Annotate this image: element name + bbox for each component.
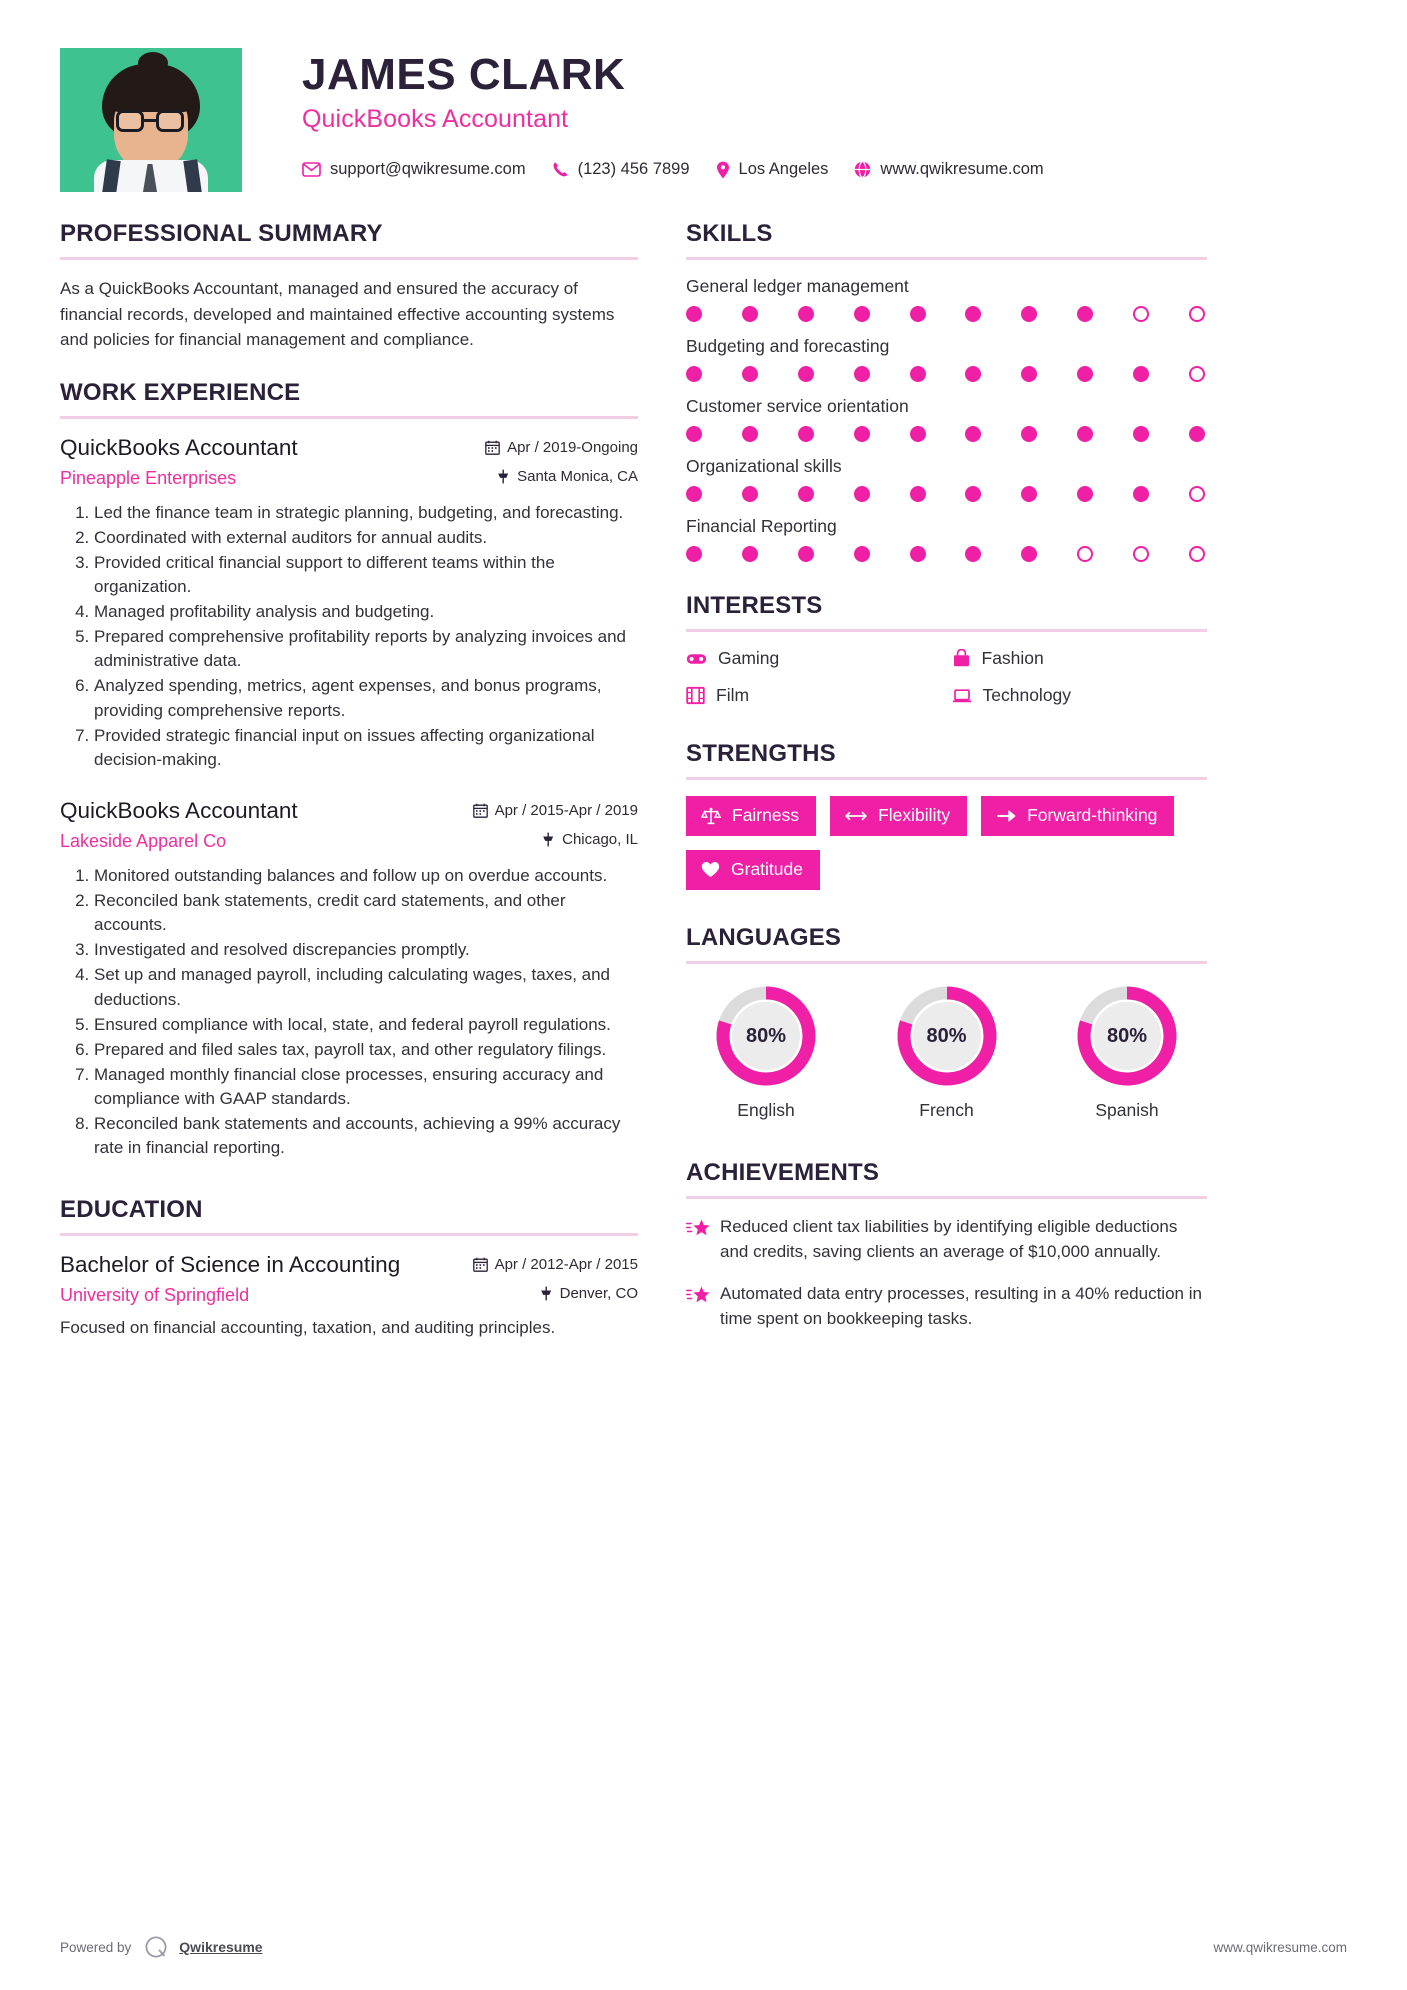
footer-powered-label: Powered by xyxy=(60,1939,132,1955)
interest-label: Gaming xyxy=(718,648,780,668)
job-date-text: Apr / 2019-Ongoing xyxy=(507,438,638,456)
skill-dot xyxy=(854,306,870,322)
jobs-container xyxy=(60,435,638,1161)
skill-row xyxy=(686,276,1207,322)
skill-dot xyxy=(854,546,870,562)
education-entry xyxy=(60,1252,638,1278)
strength-chip xyxy=(686,796,816,836)
contact-row xyxy=(302,160,1070,179)
job-date xyxy=(485,439,638,456)
contact-phone[interactable] xyxy=(552,160,690,179)
skill-rating xyxy=(686,546,1207,562)
footer-brand-link[interactable]: Qwikresume xyxy=(179,1939,263,1955)
job-company: Lakeside Apparel Co xyxy=(60,830,227,851)
skill-dot xyxy=(686,426,702,442)
job-location xyxy=(497,468,638,485)
job-bullet: 3. Investigated and resolved discrepancies promptly. xyxy=(94,938,638,962)
interest-label: Film xyxy=(716,685,750,705)
job-bullet: 6. Prepared and filed sales tax, payroll tax, and other regulatory filings. xyxy=(94,1038,638,1062)
section-rule xyxy=(60,257,638,260)
job-bullets xyxy=(60,864,638,1161)
skill-dot xyxy=(1021,546,1037,562)
job-subrow xyxy=(60,831,638,852)
skill-dot xyxy=(1021,306,1037,322)
handbag-icon xyxy=(952,649,971,668)
pin-icon xyxy=(540,1286,553,1301)
strengths-container xyxy=(686,796,1207,890)
job-bullet: 8. Reconciled bank statements and accounts, achieving a 99% accuracy rate in financial reporting. xyxy=(94,1112,638,1160)
skill-dot xyxy=(1077,306,1093,322)
skill-dot xyxy=(686,486,702,502)
skill-row xyxy=(686,516,1207,562)
calendar-icon xyxy=(485,440,500,455)
section-rule xyxy=(686,257,1207,260)
skill-dot xyxy=(1133,486,1149,502)
skill-dot xyxy=(910,426,926,442)
skill-dot xyxy=(742,426,758,442)
resume-header xyxy=(0,0,1407,192)
contact-website[interactable] xyxy=(854,160,1043,179)
skill-dot xyxy=(742,366,758,382)
film-reel-icon xyxy=(686,686,705,705)
skill-rating xyxy=(686,486,1207,502)
skill-dot xyxy=(854,486,870,502)
education-date-text: Apr / 2012-Apr / 2015 xyxy=(494,1256,638,1274)
skill-name: General ledger management xyxy=(686,276,909,296)
strength-label: Flexibility xyxy=(878,805,951,825)
job-role: QuickBooks Accountant xyxy=(60,797,298,823)
achievement-text: Reduced client tax liabilities by identifying eligible deductions and credits, saving clients an average of $10,000 annually. xyxy=(720,1217,1178,1261)
job-bullet: 4. Set up and managed payroll, including calculating wages, taxes, and deductions. xyxy=(94,963,638,1011)
resume-body xyxy=(0,192,1407,1364)
skill-name: Financial Reporting xyxy=(686,516,837,536)
right-column xyxy=(686,220,1207,1364)
section-rule xyxy=(60,416,638,419)
language-name: English xyxy=(737,1100,795,1120)
job-company: Pineapple Enterprises xyxy=(60,467,237,488)
skill-dot xyxy=(742,306,758,322)
skill-dot xyxy=(1133,546,1149,562)
contact-location-text: Los Angeles xyxy=(738,160,829,179)
skill-dot xyxy=(965,306,981,322)
avatar xyxy=(60,48,242,192)
job-entry xyxy=(60,435,638,772)
arrow-right-icon xyxy=(996,808,1016,824)
skill-dot xyxy=(742,546,758,562)
job-location-text: Chicago, IL xyxy=(562,830,638,848)
pin-icon xyxy=(497,469,510,484)
skill-dot xyxy=(1077,426,1093,442)
job-bullets xyxy=(60,501,638,772)
skill-dot xyxy=(910,546,926,562)
job-bullet: 1. Led the finance team in strategic planning, budgeting, and forecasting. xyxy=(94,501,638,525)
interests-container xyxy=(686,648,1207,706)
gamepad-icon xyxy=(686,651,707,667)
education-description: Focused on financial accounting, taxation, and auditing principles. xyxy=(60,1318,556,1338)
candidate-name: JAMES CLARK xyxy=(302,50,626,99)
achievement-item xyxy=(686,1282,1207,1331)
skill-dot xyxy=(1077,546,1093,562)
interest-item xyxy=(952,648,1208,669)
location-pin-icon xyxy=(716,161,730,179)
skill-dot xyxy=(910,366,926,382)
skill-dot xyxy=(686,366,702,382)
section-rule xyxy=(686,1196,1207,1199)
education-location-text: Denver, CO xyxy=(559,1285,638,1303)
language-item xyxy=(1051,986,1203,1121)
skill-row xyxy=(686,336,1207,382)
interest-label: Technology xyxy=(982,685,1072,705)
language-item xyxy=(871,986,1023,1121)
skill-rating xyxy=(686,306,1207,322)
calendar-icon xyxy=(473,1257,488,1272)
section-title-experience: WORK EXPERIENCE xyxy=(60,378,301,406)
section-strengths xyxy=(686,740,1207,890)
contact-email-text: support@qwikresume.com xyxy=(330,160,526,179)
language-percent-badge xyxy=(913,1002,981,1070)
job-bullet: 7. Managed monthly financial close processes, ensuring accuracy and compliance with GAAP standards. xyxy=(94,1063,638,1111)
achievement-text: Automated data entry processes, resulting in a 40% reduction in time spent on bookkeeping tasks. xyxy=(720,1284,1202,1328)
footer-website[interactable]: www.qwikresume.com xyxy=(1213,1939,1347,1955)
section-title-interests: INTERESTS xyxy=(686,592,823,619)
skill-name: Customer service orientation xyxy=(686,396,909,416)
skill-dot xyxy=(1077,366,1093,382)
strength-label: Gratitude xyxy=(731,859,803,879)
language-ring xyxy=(1077,986,1177,1086)
interest-label: Fashion xyxy=(981,648,1044,668)
skill-dot xyxy=(1189,546,1205,562)
strength-label: Forward-thinking xyxy=(1027,805,1158,825)
skill-dot xyxy=(1021,426,1037,442)
language-ring xyxy=(897,986,997,1086)
scales-icon xyxy=(701,807,721,825)
job-header xyxy=(60,435,638,461)
job-header xyxy=(60,798,638,824)
strength-chip xyxy=(830,796,967,836)
interest-item xyxy=(686,685,942,706)
education-location xyxy=(540,1285,638,1302)
achievement-item xyxy=(686,1215,1207,1264)
skill-dot xyxy=(1021,366,1037,382)
skill-dot xyxy=(965,426,981,442)
skill-name: Organizational skills xyxy=(686,456,842,476)
skill-dot xyxy=(1077,486,1093,502)
footer xyxy=(0,1934,1407,1960)
section-rule xyxy=(686,629,1207,632)
job-bullet: 2. Reconciled bank statements, credit card statements, and other accounts. xyxy=(94,889,638,937)
skills-container xyxy=(686,276,1207,562)
language-name: French xyxy=(919,1100,974,1120)
education-subrow xyxy=(60,1285,638,1306)
education-degree: Bachelor of Science in Accounting xyxy=(60,1252,401,1278)
section-title-languages: LANGUAGES xyxy=(686,924,842,951)
language-percent-badge xyxy=(1093,1002,1161,1070)
skill-dot xyxy=(910,306,926,322)
achievements-container xyxy=(686,1215,1207,1332)
section-title-strengths: STRENGTHS xyxy=(686,740,836,767)
job-bullet: 5. Ensured compliance with local, state, and federal payroll regulations. xyxy=(94,1013,638,1037)
left-column xyxy=(60,220,638,1364)
section-title-summary: PROFESSIONAL SUMMARY xyxy=(60,220,383,247)
skill-dot xyxy=(1133,306,1149,322)
section-achievements xyxy=(686,1159,1207,1332)
section-skills xyxy=(686,220,1207,562)
laptop-icon xyxy=(952,688,972,704)
language-percent-badge xyxy=(732,1002,800,1070)
globe-icon xyxy=(854,161,871,178)
job-bullet: 6. Analyzed spending, metrics, agent expenses, and bonus programs, providing comprehensive reports. xyxy=(94,674,638,722)
skill-dot xyxy=(1189,486,1205,502)
calendar-icon xyxy=(473,803,488,818)
skill-dot xyxy=(910,486,926,502)
language-name: Spanish xyxy=(1095,1100,1159,1120)
contact-website-text: www.qwikresume.com xyxy=(880,160,1044,179)
skill-dot xyxy=(1133,426,1149,442)
strength-chip xyxy=(981,796,1174,836)
job-bullet: 1. Monitored outstanding balances and follow up on overdue accounts. xyxy=(94,864,638,888)
skill-name: Budgeting and forecasting xyxy=(686,336,890,356)
interest-item xyxy=(686,648,942,669)
section-interests xyxy=(686,592,1207,706)
job-date xyxy=(473,802,638,819)
job-bullet: 3. Provided critical financial support to different teams within the organization. xyxy=(94,551,638,599)
star-icon xyxy=(686,1282,720,1331)
strength-label: Fairness xyxy=(732,805,800,825)
skill-dot xyxy=(1189,366,1205,382)
contact-location xyxy=(716,160,829,179)
section-title-education: EDUCATION xyxy=(60,1196,203,1224)
job-location xyxy=(542,831,638,848)
candidate-job-title: QuickBooks Accountant xyxy=(302,105,569,134)
job-location-text: Santa Monica, CA xyxy=(517,467,638,485)
section-work-experience xyxy=(60,379,638,1161)
job-date-text: Apr / 2015-Apr / 2019 xyxy=(494,801,638,819)
skill-dot xyxy=(854,366,870,382)
language-percent: 80% xyxy=(745,1024,787,1047)
skill-dot xyxy=(798,426,814,442)
section-rule xyxy=(60,1233,638,1236)
education-school: University of Springfield xyxy=(60,1285,250,1306)
language-percent: 80% xyxy=(926,1024,967,1047)
envelope-icon xyxy=(302,162,321,177)
star-icon xyxy=(686,1215,720,1264)
pin-icon xyxy=(542,832,555,847)
section-title-skills: SKILLS xyxy=(686,220,773,247)
language-percent: 80% xyxy=(1106,1024,1148,1047)
skill-rating xyxy=(686,366,1207,382)
job-bullet: 4. Managed profitability analysis and budgeting. xyxy=(94,600,638,624)
section-education xyxy=(60,1196,638,1338)
languages-container xyxy=(686,980,1207,1121)
skill-row xyxy=(686,456,1207,502)
skill-dot xyxy=(1189,306,1205,322)
heart-icon xyxy=(701,861,720,878)
footer-powered-by xyxy=(60,1934,263,1960)
section-professional-summary xyxy=(60,220,638,353)
strength-chip xyxy=(686,850,820,890)
skill-row xyxy=(686,396,1207,442)
skill-rating xyxy=(686,426,1207,442)
skill-dot xyxy=(1189,426,1205,442)
section-rule xyxy=(686,777,1207,780)
section-languages xyxy=(686,924,1207,1121)
skill-dot xyxy=(1021,486,1037,502)
interest-item xyxy=(952,685,1208,706)
skill-dot xyxy=(686,306,702,322)
left-right-arrow-icon xyxy=(845,809,867,823)
skill-dot xyxy=(798,306,814,322)
education-date xyxy=(473,1256,638,1273)
skill-dot xyxy=(742,486,758,502)
skill-dot xyxy=(854,426,870,442)
skill-dot xyxy=(686,546,702,562)
job-bullet: 2. Coordinated with external auditors for annual audits. xyxy=(94,526,638,550)
section-rule xyxy=(686,961,1207,964)
language-item xyxy=(690,986,842,1121)
contact-email[interactable] xyxy=(302,160,526,179)
skill-dot xyxy=(965,486,981,502)
phone-icon xyxy=(552,161,569,178)
skill-dot xyxy=(1133,366,1149,382)
skill-dot xyxy=(798,366,814,382)
summary-text: As a QuickBooks Accountant, managed and ensured the accuracy of financial records, developed and maintained effective accounting systems and policies for financial management and compliance. xyxy=(60,279,615,349)
job-subrow xyxy=(60,468,638,489)
skill-dot xyxy=(798,546,814,562)
job-entry xyxy=(60,798,638,1161)
qwikresume-logo-icon xyxy=(143,1934,169,1960)
contact-phone-text: (123) 456 7899 xyxy=(577,160,690,179)
job-role: QuickBooks Accountant xyxy=(60,434,298,460)
skill-dot xyxy=(965,546,981,562)
section-title-achievements: ACHIEVEMENTS xyxy=(686,1159,880,1186)
skill-dot xyxy=(965,366,981,382)
job-bullet: 5. Prepared comprehensive profitability reports by analyzing invoices and administrative data. xyxy=(94,625,638,673)
language-ring xyxy=(716,986,816,1086)
job-bullet: 7. Provided strategic financial input on issues affecting organizational decision-making. xyxy=(94,724,638,772)
skill-dot xyxy=(798,486,814,502)
